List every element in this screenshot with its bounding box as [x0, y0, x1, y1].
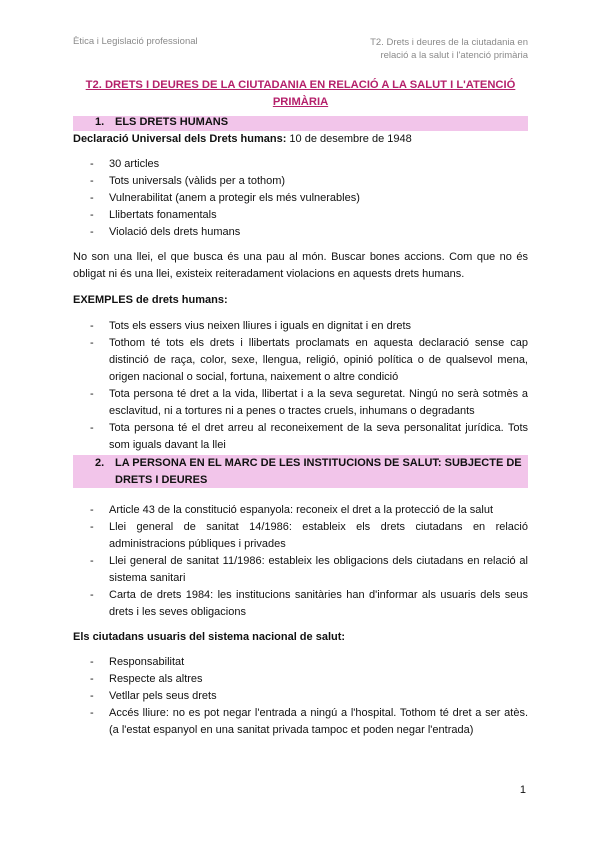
bullet-dash: - — [90, 226, 94, 238]
list-item: - Tots universals (vàlids per a tothom) — [73, 173, 528, 190]
health-laws-list — [73, 502, 528, 621]
bullet-dash: - — [90, 555, 94, 567]
declaration-date: 10 de desembre de 1948 — [286, 133, 412, 145]
examples-heading: EXEMPLES de drets humans: — [73, 294, 228, 306]
list-item: - Tots els essers vius neixen lliures i iguals en dignitat i en drets — [73, 318, 528, 335]
list-item: - Tothom té tots els drets i llibertats proclamats en aquesta declaració sense cap distinció de raça, color, sexe, llengua, religió, opinió política o de qualsevol mena, origen nacional o social, fortuna, naixement o altre condició — [90, 337, 528, 383]
bullet-dash: - — [90, 422, 94, 434]
list-item: - Tota persona té dret a la vida, llibertat i a la seva seguretat. Ningú no serà sotmès a esclavitud, ni a tortures ni a penes o tractes cruels, inhumans o degradants — [90, 388, 528, 417]
bullet-dash: - — [90, 337, 94, 349]
page-number: 1 — [519, 784, 526, 796]
bullet-dash: - — [90, 690, 94, 702]
list-item: - Violació dels drets humans — [73, 224, 528, 241]
human-rights-features-list — [73, 156, 528, 241]
section-2-number: 2. — [95, 457, 105, 469]
bullet-dash: - — [90, 656, 94, 668]
header-topic-line-1: T2. Drets i deures de la ciutadania en — [370, 37, 528, 48]
declaration-label: Declaració Universal dels Drets humans: — [73, 133, 287, 145]
section-2-title: LA PERSONA EN EL MARC DE LES INSTITUCIONS DE SALUT: SUBJECTE DE DRETS I DEURES — [115, 457, 522, 486]
document-title: T2. DRETS I DEURES DE LA CIUTADANIA EN RELACIÓ A LA SALUT I L'ATENCIÓ PRIMÀRIA — [85, 79, 516, 108]
bullet-dash: - — [90, 209, 94, 221]
bullet-dash: - — [90, 158, 94, 170]
list-item: - Llei general de sanitat 11/1986: estableix les obligacions dels ciutadans en relació al sistema sanitari — [90, 555, 528, 584]
list-item: - Respecte als altres — [73, 671, 528, 688]
list-item: - Article 43 de la constitució espanyola: reconeix el dret a la protecció de la salut — [73, 502, 528, 519]
header-topic-title — [338, 36, 528, 62]
section-1-heading — [73, 116, 528, 131]
section-2-heading — [73, 455, 528, 488]
list-item: - Accés lliure: no es pot negar l'entrada a ningú a l'hospital. Tothom té dret a ser atès. (a l'estat espanyol en una sanitat privada tampoc et poden negar l'entrada) — [90, 707, 528, 736]
list-item: - Responsabilitat — [73, 654, 528, 671]
bullet-dash: - — [90, 175, 94, 187]
users-duties-list — [73, 654, 528, 739]
header-topic-line-2: relació a la salut i l'atenció primària — [380, 50, 528, 61]
list-item: - 30 articles — [73, 156, 528, 173]
bullet-dash: - — [90, 707, 94, 719]
list-item: - Llibertats fonamentals — [73, 207, 528, 224]
declaration-line — [73, 131, 528, 148]
section-1-title: ELS DRETS HUMANS — [115, 116, 229, 128]
list-item: - Llei general de sanitat 14/1986: estableix els drets ciutadans en relació administracions públiques i privades — [90, 521, 528, 550]
bullet-dash: - — [90, 589, 94, 601]
bullet-dash: - — [90, 504, 94, 516]
header-course-title: Ètica i Legislació professional — [73, 36, 198, 47]
list-item: - Vulnerabilitat (anem a protegir els més vulnerables) — [73, 190, 528, 207]
bullet-dash: - — [90, 521, 94, 533]
section-1-number: 1. — [95, 116, 105, 128]
list-item: - Tota persona té el dret arreu al reconeixement de la seva personalitat jurídica. Tots som iguals davant la llei — [90, 422, 528, 451]
list-item: - Vetllar pels seus drets — [73, 688, 528, 705]
examples-list — [73, 318, 528, 454]
users-heading: Els ciutadans usuaris del sistema nacional de salut: — [73, 631, 346, 643]
bullet-dash: - — [90, 192, 94, 204]
bullet-dash: - — [90, 320, 94, 332]
bullet-dash: - — [90, 388, 94, 400]
list-item: - Carta de drets 1984: les institucions sanitàries han d'informar als usuaris dels seus drets i les seves obligacions — [90, 589, 528, 618]
bullet-dash: - — [90, 673, 94, 685]
human-rights-paragraph: No son una llei, el que busca és una pau al món. Buscar bones accions. Com que no és obligat ni és una llei, existeix reiteradament violacions en aquests drets humans. — [73, 251, 528, 280]
